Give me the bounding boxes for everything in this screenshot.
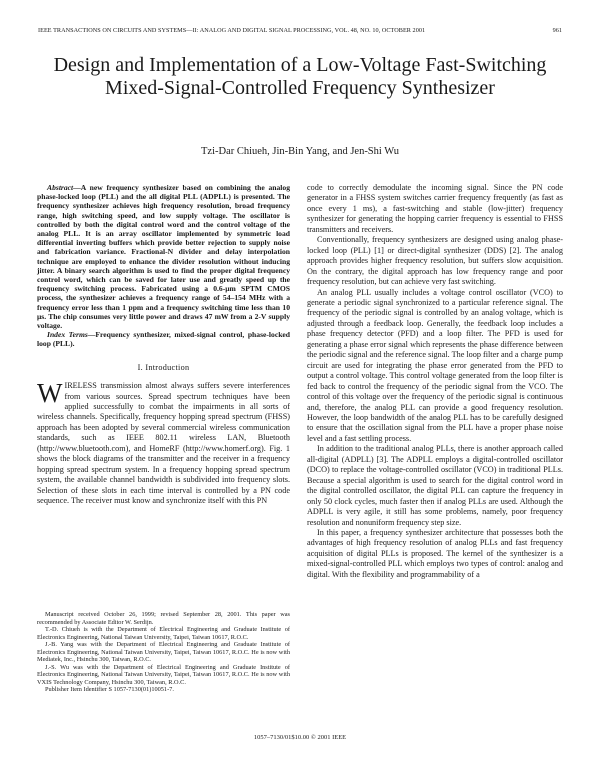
body-paragraph: Conventionally, frequency synthesizers are designed using analog phase-locked loop (PLL) [1] or direct-digital synthesizer (DDS) [2]. The analog approach provides higher frequency resolution, but suffers slow acquisition. On the contrary, the digital approach has low frequency range and poor frequency resolution, but can achieve very fast switching. — [307, 235, 563, 287]
index-terms-label: Index Terms — [47, 330, 88, 340]
index-terms — [37, 330, 290, 348]
intro-paragraph — [37, 378, 290, 506]
section-heading-introduction: I. Introduction — [137, 362, 190, 372]
index-terms-text: —Frequency synthesizer, mixed-signal control, phase-locked loop (PLL). — [37, 330, 291, 349]
body-paragraph: An analog PLL usually includes a voltage control oscillator (VCO) to generate a periodic signal synchronized to a particular reference signal. The frequency of the periodic signal is controlled by an analog voltage, which is adjusted through a feedback loop. Generally, the feedback loop includes a phase frequency detector (PFD) and a loop filter. The PFD is used for generating a phase error signal which represents the phase difference between the periodic signal and the reference signal. The loop filter and a charge pump circuit are used for integrating the phase error generated from the PFD to output a control voltage. This control voltage generated from the loop filter is fed back to control the frequency of the periodic signal from the VCO. The control of this voltage over the frequency of the periodic signal is continuous and, therefore, the analog PLL can provide a good frequency resolution. However, the loop bandwidth of the analog PLL has to be carefully designed to ensure that the oscillation signal from the PLL have a proper phase noise level and a fast settling process. — [307, 287, 563, 443]
journal-header: IEEE TRANSACTIONS ON CIRCUITS AND SYSTEMS—II: ANALOG AND DIGITAL SIGNAL PROCESSING, VOL. 48, NO. 10, OCTOBER 2001 — [38, 27, 426, 34]
paper-title: Design and Implementation of a Low-Voltage Fast-Switching Mixed-Signal-Controlled Frequency Synthesizer — [53, 54, 547, 99]
intro-paragraph-text: IRELESS transmission almost always suffers severe interferences from various sources. Spread spectrum techniques have been applied successfully to combat the impairments in all sorts of wireless channels. Specifically, frequency hopping spread spectrum (FHSS) approach has been adopted by several commercial wireless communication standards, such as IEEE 802.11 wireless LAN, Bluetooth (http://www.bluetooth.com), and HomeRF (http://www.homerf.org). Fig. 1 shows the block diagrams of the transmitter and the receiver in a frequency hopping spread spectrum system. In a frequency hopping spread spectrum system, the available channel bandwidth is subdivided into frequency slots. Selection of these slots in each time interval is controlled by a PN code sequence. The receiver must know and synchronize itself with this PN — [37, 381, 290, 506]
body-paragraph: In this paper, a frequency synthesizer architecture that possesses both the advantages of high frequency resolution of analog PLLs and fast frequency acquisition of digital PLLs is proposed. The kernel of the synthesizer is a mixed-signal-controlled PLL which employs two types of control: analog and digital. With the flexibility and programmability of a — [307, 527, 563, 579]
drop-cap: W — [37, 378, 63, 409]
abstract-text: —A new frequency synthesizer based on combining the analog phase-locked loop (PLL) and the all digital PLL (ADPLL) is presented. The frequency synthesizer achieves high frequency resolution, broad frequency range, high switching speed, and low supply voltage. The oscillator is controlled by both the digital control word and the control voltage of the analog PLL. It is an array oscillator implemented by symmetric load differential inverting buffers which provide better rejection to supply noise and fabrication variance. Fractional-N divider and delay interpolation technique are employed to enhance the divider resolution without inducing jitter. A binary search algorithm is used to find the proper digital frequency control word, which can be saved for later use and greatly speed up the frequency switching process. Fabricated using a 0.6-μm SPTM CMOS process, the synthesizer achieves a frequency range of 54–154 MHz with a frequency error less than 1 ppm and a frequency switching time less than 10 μs. The chip consumes very little power and draws 47 mW from a 2-V supply voltage. — [37, 183, 290, 331]
footnote-publisher-id: Publisher Item Identifier S 1057-7130(01)10051-7. — [45, 686, 174, 693]
page-number: 961 — [552, 27, 562, 34]
footnote-author-2: J.-B. Yang was with the Department of Electrical Engineering and Graduate Institute of Electronics Engineering, National Taiwan University, Taipei, Taiwan 10617, R.O.C. He is now with Mediatek, Inc., Hsinchu 300, Taiwan, R.O.C. — [37, 641, 290, 663]
footnote-manuscript: Manuscript received October 26, 1999; revised September 28, 2001. This paper was recommended by Associate Editor W. Serdijn. — [37, 611, 290, 626]
footnotes — [37, 611, 290, 694]
abstract — [37, 183, 290, 330]
right-column — [307, 183, 563, 580]
author-list: Tzi-Dar Chiueh, Jin-Bin Yang, and Jen-Shi Wu — [201, 146, 399, 157]
left-column — [37, 183, 290, 507]
footnote-author-3: J.-S. Wu was with the Department of Electrical Engineering and Graduate Institute of Electronics Engineering, National Taiwan University, Taipei, Taiwan 10617, R.O.C. He is now with VXIS Technology Company, Hsinchu 300, Taiwan, R.O.C. — [37, 663, 290, 686]
body-paragraph: In addition to the traditional analog PLLs, there is another approach called all-digital (ADPLL) [3]. The ADPLL employs a digital-controlled oscillator (DCO) to replace the voltage-controlled oscillator (VCO) in traditional PLLs. Because a special algorithm is used to search for the digital control word in the digital controlled oscillator, the digital PLL can capture the frequency in only 50 clock cycles, much faster then if analog PLLs are used. Although the ADPLL is very agile, it still has some problems, namely, poor frequency resolution and nonuniform frequency step size. — [307, 444, 563, 527]
copyright-footer: 1057–7130/01$10.00 © 2001 IEEE — [253, 734, 347, 741]
footnote-author-1: T.-D. Chiueh is with the Department of Electrical Engineering and Graduate Institute of Electronics Engineering, National Taiwan University, Taipei, Taiwan 10617, R.O.C. — [37, 626, 290, 641]
abstract-label: Abstract — [47, 183, 74, 192]
body-paragraph: code to correctly demodulate the incoming signal. Since the PN code generator in a FHSS system switches carrier frequency frequently (as fast as once every 1 ms), a fast-switching and stable (low-jitter) frequency synthesizer for generating the hopping carrier frequency is essential to FHSS transmitters and receivers. — [307, 183, 563, 234]
